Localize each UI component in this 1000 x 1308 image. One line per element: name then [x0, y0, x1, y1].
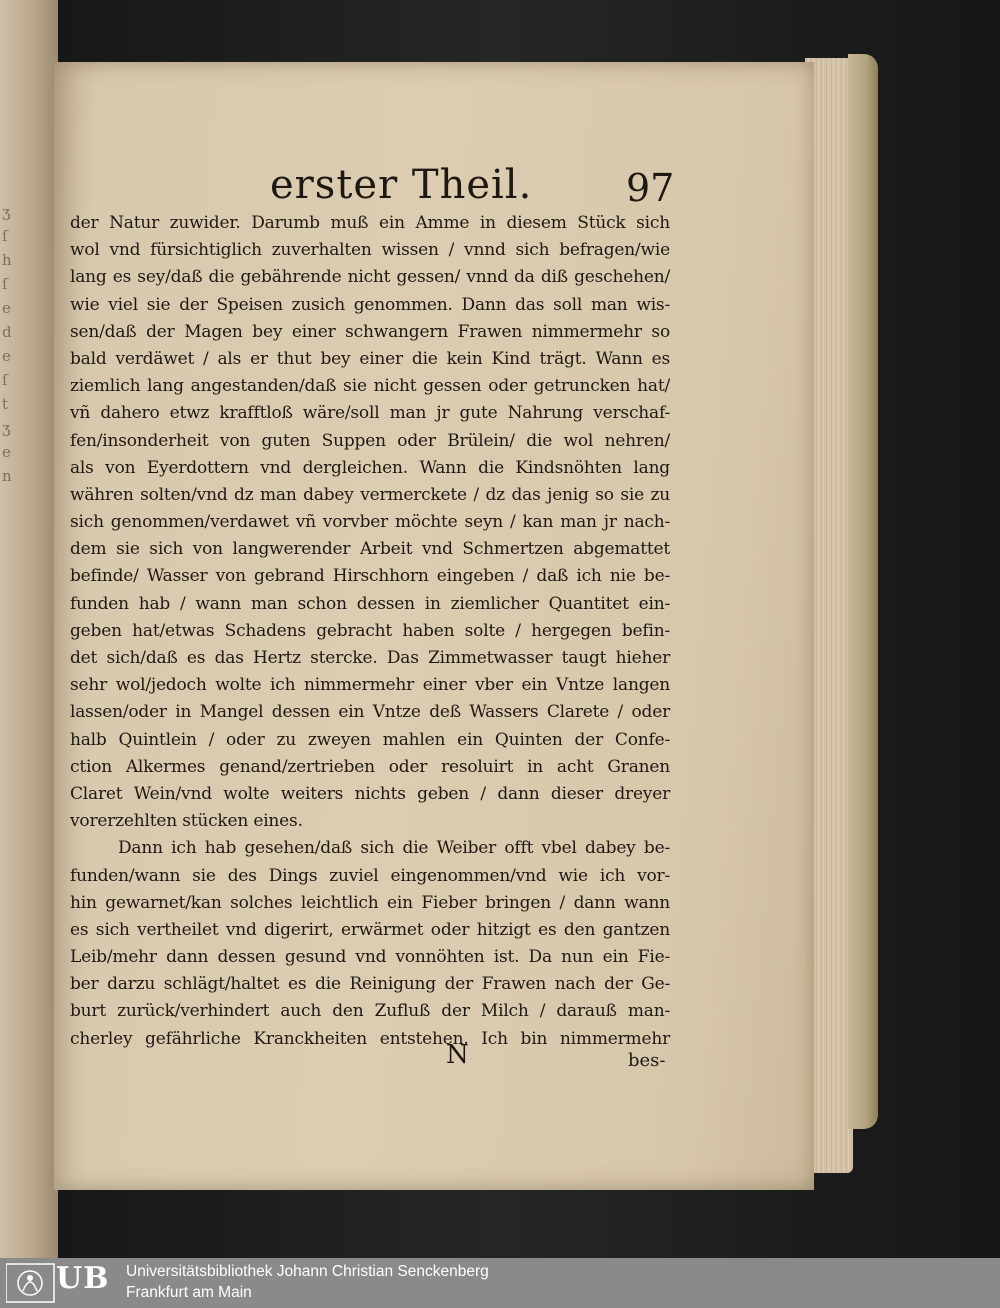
text-line: als von Eyerdottern vnd dergleichen. Wann die Kindsnöhten lang: [70, 457, 670, 478]
page-text-block: [70, 210, 670, 1053]
text-line: halb Quintlein / oder zu zweyen mahlen ein Quinten der Confe-: [70, 729, 670, 750]
text-line: bald verdäwet / als er thut bey einer die kein Kind trägt. Wann es: [70, 348, 670, 369]
running-head: erster Theil.: [270, 162, 533, 208]
text-line: fen/insonderheit von guten Suppen oder Brülein/ die wol nehren/: [70, 430, 670, 451]
text-line: sehr wol/jedoch wolte ich nimmermehr einer vber ein Vntze langen: [70, 675, 670, 696]
text-line: sen/daß der Magen bey einer schwangern Frawen nimmermehr so: [70, 321, 670, 342]
text-line: lassen/oder in Mangel dessen ein Vntze deß Wassers Clarete / oder: [70, 702, 670, 723]
text-line: der Natur zuwider. Darumb muß ein Amme in diesem Stück sich: [70, 213, 670, 233]
text-line: es sich vertheilet vnd digerirt, erwärmet oder hitzigt es den gantzen: [70, 919, 670, 940]
signature-mark: N: [446, 1040, 469, 1070]
text-line: sich genommen/verdawet vñ vorvber möchte seyn / kan man jr nach-: [70, 512, 670, 533]
catchword: bes-: [628, 1050, 666, 1071]
text-line: ction Alkermes genand/zertrieben oder resoluirt in acht Granen: [70, 756, 670, 777]
text-line: Claret Wein/vnd wolte weiters nichts geben / dann dieser dreyer: [70, 783, 670, 804]
text-line: währen solten/vnd dz man dabey vermerckete / dz das jenig so sie zu: [70, 484, 670, 505]
text-line: geben hat/etwas Schadens gebracht haben solte / hergegen befin-: [70, 620, 670, 641]
text-line: vorerzehlten stücken eines.: [70, 811, 303, 832]
text-line: Dann ich hab gesehen/daß sich die Weiber offt vbel dabey be-: [118, 838, 670, 859]
text-line: lang es sey/daß die gebährende nicht gessen/ vnnd da diß geschehen/: [70, 267, 670, 288]
text-line: ziemlich lang angestanden/daß sie nicht gessen oder getruncken hat/: [70, 376, 670, 397]
library-logo-text: UB: [56, 1261, 110, 1296]
text-line: funden hab / wann man schon dessen in ziemlicher Quantitet ein-: [70, 593, 670, 614]
library-name: Universitätsbibliothek Johann Christian Senckenberg: [126, 1263, 489, 1280]
facing-page-bleed-text: ʒ ſ h ſ e d e ſ t ʒ e n: [2, 203, 12, 485]
text-line: wie viel sie der Speisen zusich genommen. Dann das soll man wis-: [70, 294, 670, 315]
text-line: Leib/mehr dann dessen gesund vnd vonnöhten ist. Da nun ein Fie-: [70, 947, 670, 968]
text-line: funden/wann sie des Dings zuviel eingenommen/vnd wie ich vor-: [70, 865, 670, 886]
text-line: dem sie sich von langwerender Arbeit vnd Schmertzen abgemattet: [70, 539, 670, 560]
text-line: wol vnd fürsichtiglich zuverhalten wissen / vnnd sich befragen/wie: [70, 240, 670, 261]
book-cover-edge: [848, 54, 878, 1129]
text-line: vñ dahero etwz krafftloß wäre/soll man jr gute Nahrung verschaf-: [70, 403, 670, 424]
text-line: hin gewarnet/kan solches leichtlich ein Fieber bringen / dann wann: [70, 892, 670, 913]
text-line: ber darzu schlägt/haltet es die Reinigung der Frawen nach der Ge-: [70, 974, 670, 995]
library-footer: [0, 1258, 1000, 1308]
page-number: 97: [626, 166, 675, 210]
text-line: cherley gefährliche Kranckheiten entstehen. Ich bin nimmermehr: [70, 1028, 670, 1049]
library-location: Frankfurt am Main: [126, 1284, 252, 1301]
facing-page-edge: [0, 0, 58, 1258]
text-line: burt zurück/verhindert auch den Zufluß der Milch / darauß man-: [70, 1001, 670, 1022]
text-line: befinde/ Wasser von gebrand Hirschhorn eingeben / daß ich nie be-: [70, 566, 670, 587]
text-line: det sich/daß es das Hertz stercke. Das Zimmetwasser taugt hieher: [70, 648, 670, 668]
